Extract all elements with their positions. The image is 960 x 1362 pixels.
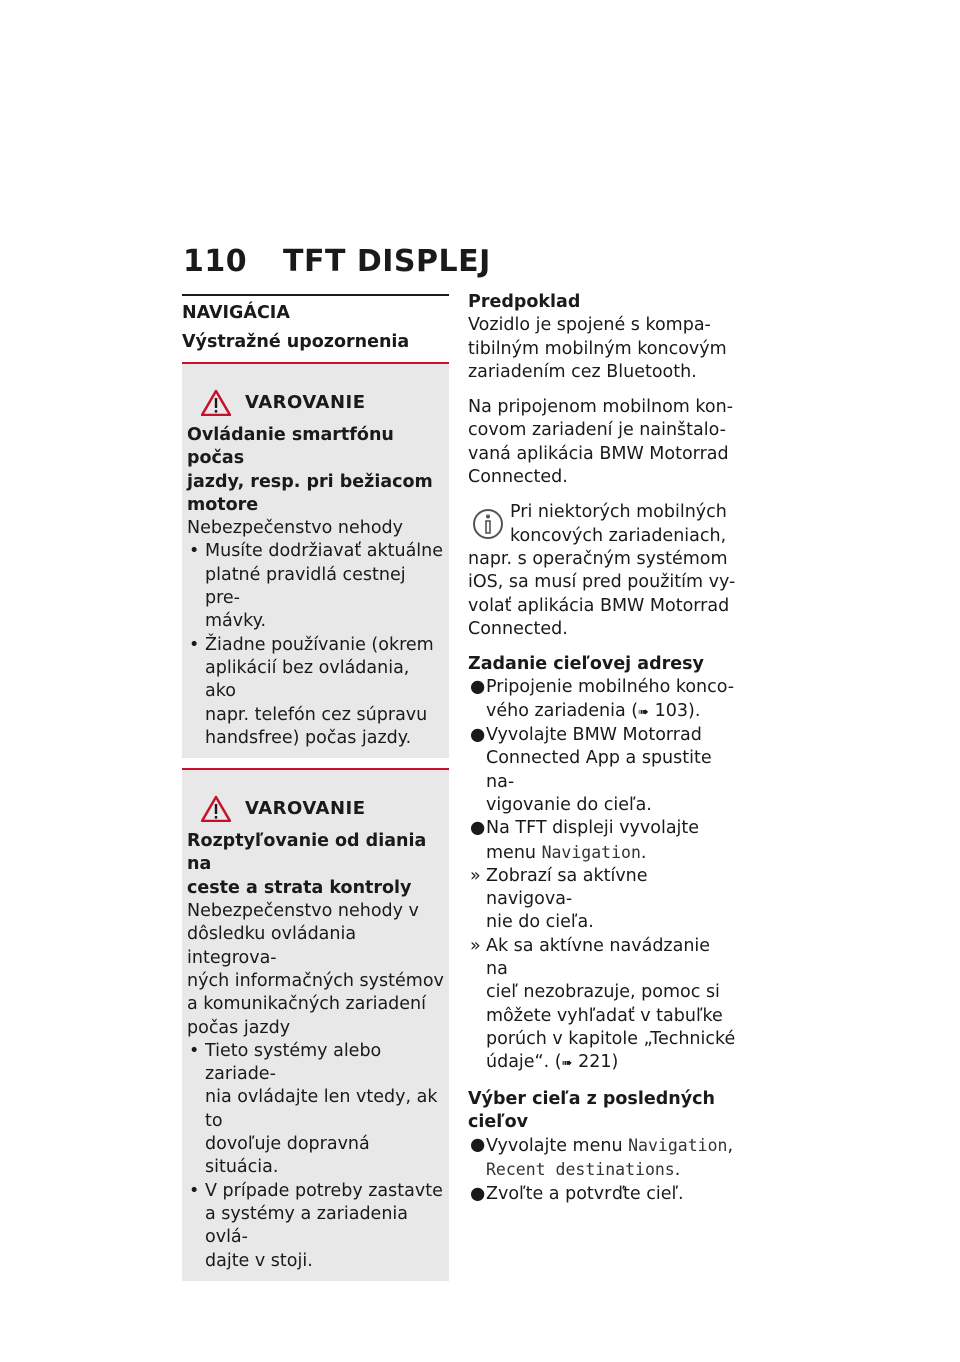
list-item: • Tieto systémy alebo zariade- nia ovládajte len vtedy, ak to dovoľuje dopravná situácia. <box>189 1040 438 1178</box>
destination-title: Zadanie cieľovej adresy <box>468 654 704 675</box>
warning-label: VAROVANIE <box>245 797 366 819</box>
info-icon <box>472 507 504 541</box>
list-item: ● Vyvolajte menu Navigation, Recent destinations. <box>470 1135 734 1181</box>
warning-box-2 <box>182 770 449 1281</box>
subsection-title: Výstražné upozornenia <box>182 332 410 352</box>
warning-box-1 <box>182 364 449 758</box>
list-item: ● Pripojenie mobilného konco- vého zariadenia (➠ 103). <box>470 677 735 721</box>
list-item: • Žiadne používanie (okrem aplikácií bez ovládania, ako napr. telefón cez súpravu handsfree) počas jazdy. <box>189 634 434 748</box>
page-reference-arrow-icon: ➠ <box>638 704 650 720</box>
recent-destinations-title: Výber cieľa z posledných cieľov <box>468 1088 715 1132</box>
list-item: ● Zvoľte a potvrďte cieľ. <box>470 1183 684 1204</box>
list-item: » Ak sa aktívne navádzanie na cieľ nezobrazuje, pomoc si môžete vyhľadať v tabuľke porúch v kapitole „Technické údaje“. (➠ 221) <box>470 935 736 1073</box>
prerequisite-title: Predpoklad <box>468 292 581 312</box>
page-header <box>183 244 491 279</box>
chapter-title: TFT DISPLEJ <box>283 244 491 279</box>
list-item: » Zobrazí sa aktívne navigova- nie do cieľa. <box>470 865 648 933</box>
info-note: Pri niektorých mobilných koncových zariadeniach, napr. s operačným systémom iOS, sa musí pred použitím vy- volať aplikácia BMW Motorrad Connected. <box>468 502 736 639</box>
warning-title: Ovládanie smartfónu počas jazdy, resp. pri bežiacom motore <box>187 425 433 515</box>
warning-icon <box>201 389 231 416</box>
right-column <box>468 291 736 1206</box>
warning-text: Nebezpečenstvo nehody v dôsledku ovládania integrova- ných informačných systémov a komunikačných zariadení počas jazdy <box>187 901 444 1038</box>
page-reference-arrow-icon: ➠ <box>561 1056 573 1072</box>
list-item: ● Na TFT displeji vyvolajte menu Navigation. <box>470 818 700 863</box>
list-item: • Musíte dodržiavať aktuálne platné pravidlá cestnej pre- mávky. <box>189 541 444 632</box>
warning-icon <box>201 795 231 822</box>
list-item: • V prípade potreby zastavte a systémy a zariadenia ovlá- dajte v stoji. <box>189 1180 443 1271</box>
page-number: 110 <box>183 244 248 279</box>
prerequisite-text: Vozidlo je spojené s kompa- tibilným mobilným koncovým zariadením cez Bluetooth. <box>468 315 727 382</box>
app-requirement-text: Na pripojenom mobilnom kon- covom zariadení je nainštalo- vaná aplikácia BMW Motorrad Connected. <box>468 397 734 488</box>
section-title: NAVIGÁCIA <box>182 303 290 323</box>
warning-text: Nebezpečenstvo nehody <box>187 518 403 539</box>
left-column <box>182 294 449 1281</box>
warning-title: Rozptyľovanie od diania na ceste a strata kontroly <box>187 831 427 898</box>
warning-label: VAROVANIE <box>245 391 366 413</box>
list-item: ● Vyvolajte BMW Motorrad Connected App a spustite na- vigovanie do cieľa. <box>470 725 712 815</box>
